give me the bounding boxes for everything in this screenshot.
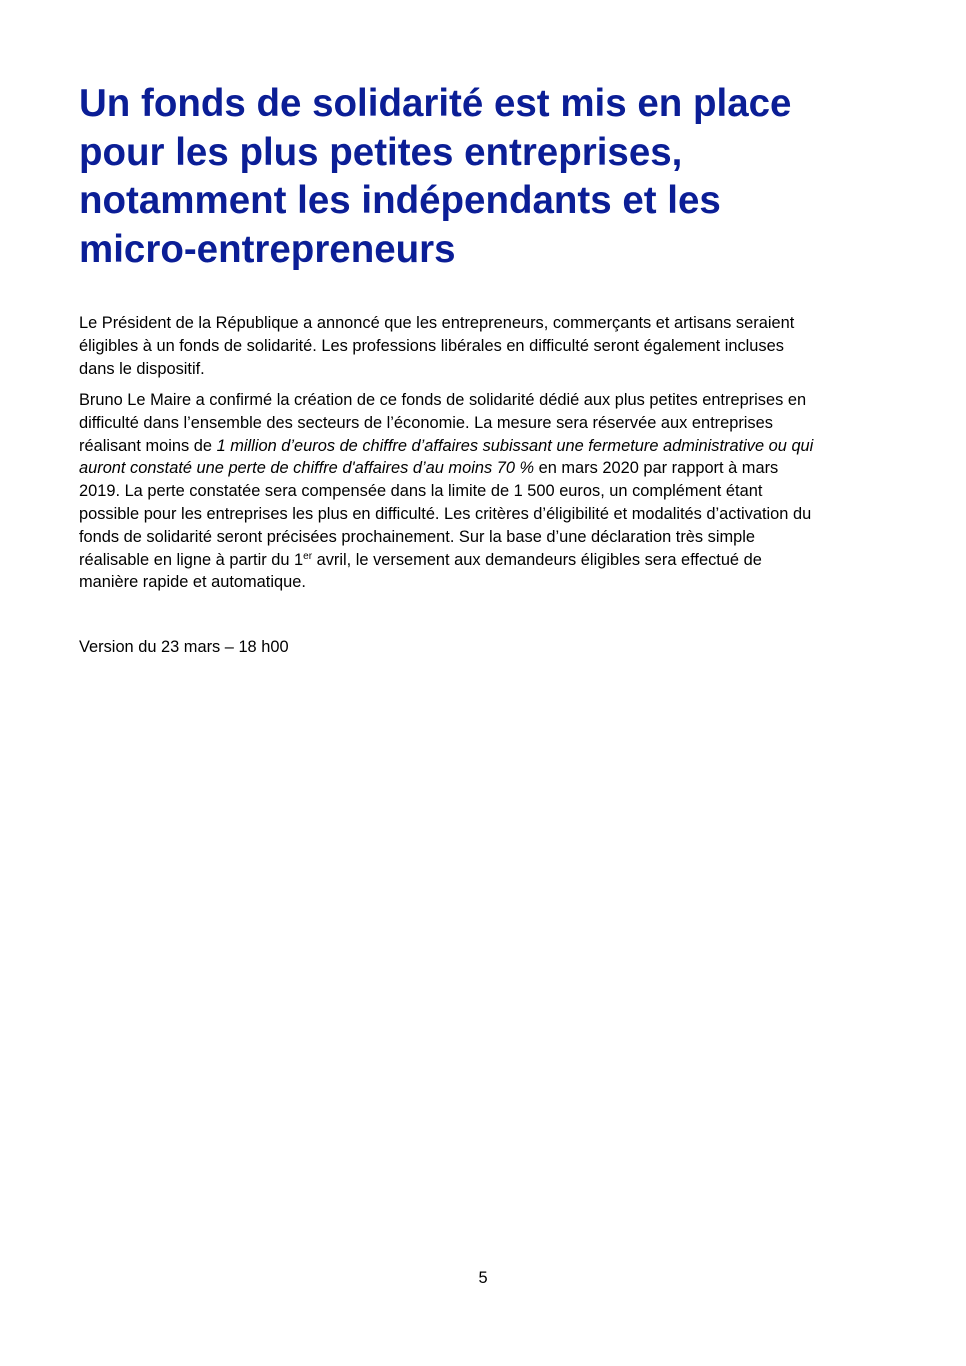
paragraph-line: Bruno Le Maire a confirmé la création de ce fonds de solidarité dédié aux plus petites entreprises en — [79, 391, 807, 409]
paragraph-line — [79, 435, 899, 458]
version-note: Version du 23 mars – 18 h00 — [79, 638, 289, 656]
superscript-text: er — [303, 550, 313, 562]
title-line: pour les plus petites entreprises, — [79, 130, 683, 174]
paragraph-line: possible pour les entreprises les plus en difficulté. Les critères d’éligibilité et modalités d’activation du — [79, 504, 812, 523]
paragraph-line: éligibles à un fonds de solidarité. Les professions libérales en difficulté seront également incluses — [79, 336, 784, 355]
paragraph-solidarity-fund — [79, 389, 899, 594]
page-number: 5 — [478, 1269, 488, 1287]
paragraph-line — [79, 457, 899, 480]
emphasis-text: auront constaté une perte de chiffre d'affaires d’au moins 70 % — [79, 459, 535, 478]
plain-text: en mars 2020 par rapport à mars — [534, 459, 779, 478]
plain-text: réalisant moins de — [79, 436, 217, 455]
paragraph-announcement — [79, 312, 899, 380]
paragraph-line: 2019. La perte constatée sera compensée dans la limite de 1 500 euros, un complément étant — [79, 482, 763, 501]
paragraph-line: manière rapide et automatique. — [79, 573, 306, 592]
plain-text: réalisable en ligne à partir du 1 — [79, 550, 304, 569]
plain-text: avril, le versement aux demandeurs éligibles sera effectué de — [312, 550, 762, 569]
paragraph-line: difficulté dans l’ensemble des secteurs de l’économie. La mesure sera réservée aux entreprises — [79, 413, 773, 432]
title-line: notamment les indépendants et les — [79, 179, 721, 222]
paragraph-line: Le Président de la République a annoncé que les entrepreneurs, commerçants et artisans seraient — [79, 314, 795, 332]
document-title — [79, 80, 899, 274]
emphasis-text: 1 million d’euros de chiffre d’affaires subissant une fermeture administrative ou qui — [216, 436, 814, 455]
paragraph-line — [79, 549, 899, 572]
title-line: Un fonds de solidarité est mis en place — [79, 82, 792, 125]
title-line: micro-entrepreneurs — [79, 227, 456, 271]
paragraph-line: fonds de solidarité seront précisées prochainement. Sur la base d’une déclaration très simple — [79, 527, 756, 546]
paragraph-line: dans le dispositif. — [79, 359, 205, 378]
